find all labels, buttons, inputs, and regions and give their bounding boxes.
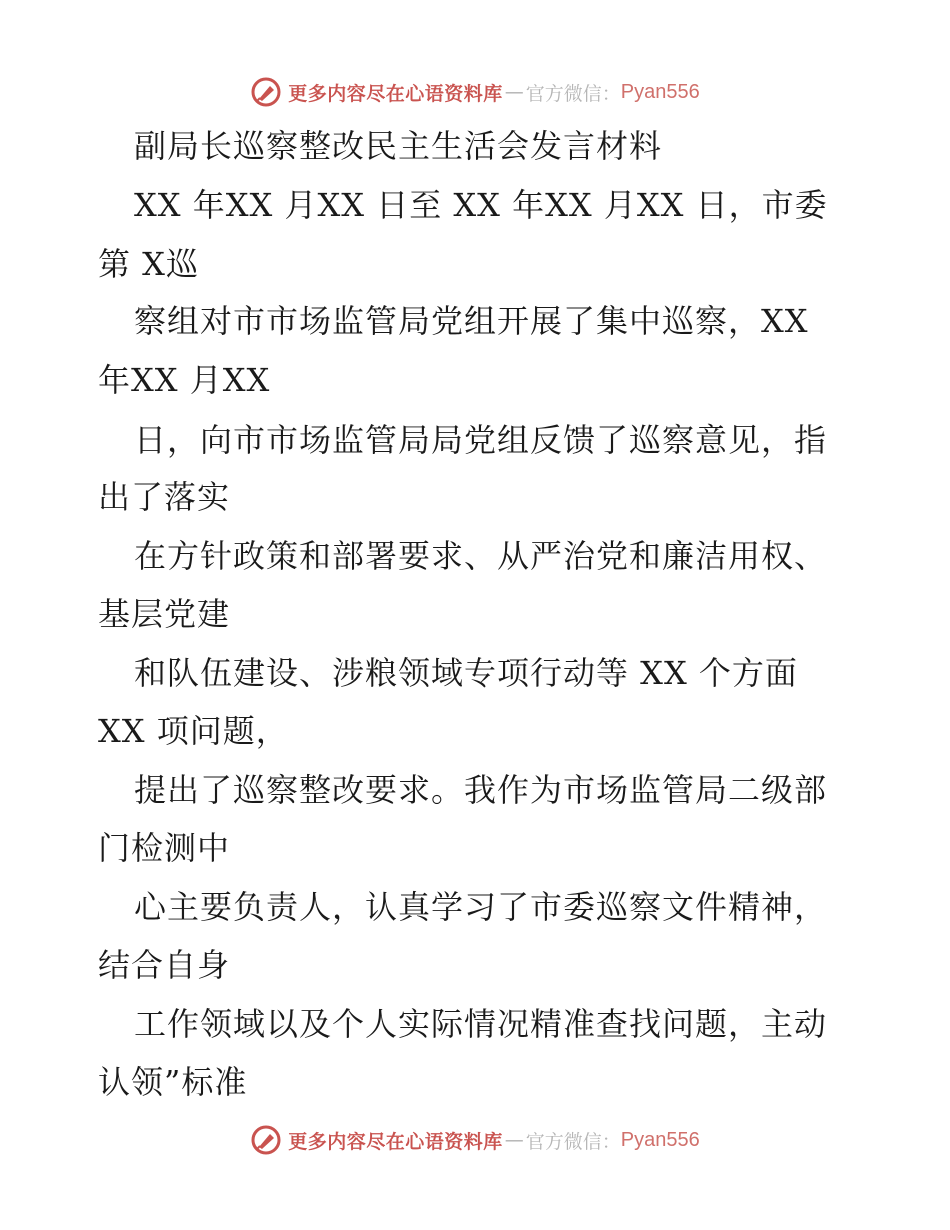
footer-main-text: 更多内容尽在心语资料库 xyxy=(288,1130,503,1153)
paragraph-line: 基层党建 xyxy=(98,595,231,633)
paragraph-line: 结合自身 xyxy=(98,946,231,984)
footer-dash: — xyxy=(504,1129,524,1151)
footer-sub-text: 官方微信 xyxy=(525,1130,602,1153)
paragraph-line: XX 年XX 月XX 日至 XX 年XX 月XX 日，市委 xyxy=(134,186,828,224)
paragraph-line: 心主要负责人，认真学习了市委巡察文件精神， xyxy=(134,888,828,926)
pen-nib-circle-icon xyxy=(250,1124,282,1156)
paragraph-line: 察组对市市场监管局党组开展了集中巡察，XX xyxy=(134,302,809,340)
paragraph-line: XX 项问题， xyxy=(98,712,289,750)
paragraph-line: 出了落实 xyxy=(98,478,231,516)
paragraph-line: 和队伍建设、涉粮领域专项行动等 XX 个方面 xyxy=(134,654,798,692)
paragraph-line: 认领”标准 xyxy=(98,1063,248,1101)
header-handle: Pyan556 xyxy=(620,80,700,103)
header-main-text: 更多内容尽在心语资料库 xyxy=(288,82,503,105)
header-sub-text: 官方微信 xyxy=(525,82,602,105)
header-dash: — xyxy=(504,81,524,103)
paragraph-line: 年XX 月XX xyxy=(98,361,271,399)
paragraph-line: 第 X巡 xyxy=(98,245,199,283)
pen-nib-circle-icon xyxy=(250,76,282,108)
paragraph-line: 工作领域以及个人实际情况精准查找问题，主动 xyxy=(134,1005,828,1043)
paragraph-line: 日，向市市场监管局局党组反馈了巡察意见，指 xyxy=(134,421,828,459)
footer-banner xyxy=(0,1120,950,1160)
header-separator: ： xyxy=(601,82,621,105)
header-banner xyxy=(0,72,950,112)
footer-handle: Pyan556 xyxy=(620,1128,700,1151)
paragraph-line: 门检测中 xyxy=(98,829,231,867)
paragraph-line: 提出了巡察整改要求。我作为市场监管局二级部 xyxy=(134,771,828,809)
paragraph-line: 在方针政策和部署要求、从严治党和廉洁用权、 xyxy=(134,537,828,575)
document-title: 副局长巡察整改民主生活会发言材料 xyxy=(134,127,663,165)
footer-separator: ： xyxy=(601,1130,621,1153)
